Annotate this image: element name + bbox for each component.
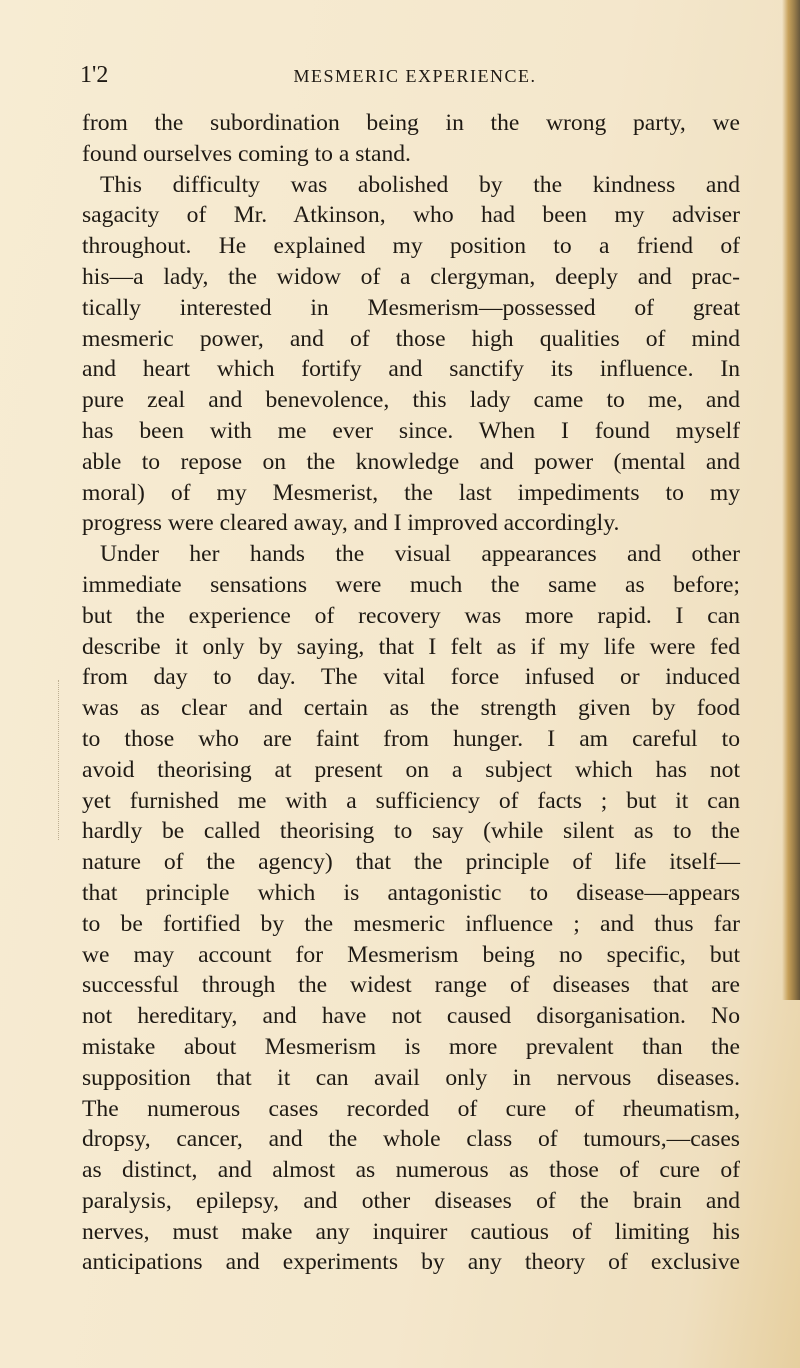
text-line: nerves, must make any inquirer cautious of limiting his [82, 1218, 740, 1245]
body-text [82, 108, 740, 1278]
text-line: we may account for Mesmerism being no specific, but [82, 941, 740, 968]
text-line: from the subordination being in the wrong party, we [82, 110, 740, 136]
text-line: able to repose on the knowledge and power (mental and [82, 448, 740, 475]
text-line: and heart which fortify and sanctify its influence. In [82, 356, 740, 383]
text-line: paralysis, epilepsy, and other diseases of the brain and [82, 1187, 740, 1214]
text-line: hardly be called theorising to say (while silent as to the [82, 818, 740, 845]
text-line: his—a lady, the widow of a clergyman, deeply and prac- [82, 263, 740, 290]
text-line: found ourselves coming to a stand. [82, 140, 411, 167]
text-line: The numerous cases recorded of cure of rheumatism, [82, 1095, 740, 1122]
text-line: but the experience of recovery was more rapid. I can [82, 602, 740, 629]
text-line: to those who are faint from hunger. I am careful to [82, 725, 740, 752]
text-line: successful through the widest range of diseases that are [82, 972, 740, 999]
text-line: not hereditary, and have not caused disorganisation. No [82, 1003, 740, 1030]
page-number: 1'2 [80, 62, 109, 88]
text-line: Under her hands the visual appearances and other [100, 541, 740, 568]
text-line: yet furnished me with a sufficiency of facts ; but it can [82, 787, 740, 814]
text-line: progress were cleared away, and I improved accordingly. [82, 510, 620, 537]
text-line: as distinct, and almost as numerous as those of cure of [82, 1157, 740, 1184]
text-line: nature of the agency) that the principle of life itself— [82, 849, 740, 876]
text-line: pure zeal and benevolence, this lady came to me, and [82, 387, 740, 414]
text-line: describe it only by saying, that I felt as if my life were fed [82, 633, 740, 660]
text-line: was as clear and certain as the strength given by food [82, 695, 740, 722]
running-head: MESMERIC EXPERIENCE. [293, 66, 537, 86]
text-line: immediate sensations were much the same as before; [82, 571, 740, 598]
text-line: throughout. He explained my position to a friend of [82, 233, 740, 260]
text-line: dropsy, cancer, and the whole class of tumours,—cases [82, 1126, 740, 1153]
text-line: mesmeric power, and of those high qualities of mind [82, 325, 740, 352]
text-line: from day to day. The vital force infused or induced [82, 664, 740, 691]
text-line: mistake about Mesmerism is more prevalent than the [82, 1033, 740, 1060]
text-line: avoid theorising at present on a subject which has not [82, 756, 740, 783]
text-line: that principle which is antagonistic to disease—appears [82, 879, 740, 906]
page-edge-shadow [782, 0, 800, 1000]
text-line: This difficulty was abolished by the kindness and [100, 171, 740, 198]
text-line: moral) of my Mesmerist, the last impediments to my [82, 479, 740, 506]
text-line: sagacity of Mr. Atkinson, who had been my adviser [82, 202, 740, 229]
text-line: tically interested in Mesmerism—possessed of great [82, 294, 740, 321]
margin-mark [58, 680, 62, 840]
text-line: has been with me ever since. When I found myself [82, 417, 740, 444]
text-line: to be fortified by the mesmeric influence ; and thus far [82, 910, 740, 937]
text-line: supposition that it can avail only in nervous diseases. [82, 1064, 740, 1091]
page-header [80, 60, 740, 90]
text-line: anticipations and experiments by any theory of exclusive [82, 1249, 740, 1276]
